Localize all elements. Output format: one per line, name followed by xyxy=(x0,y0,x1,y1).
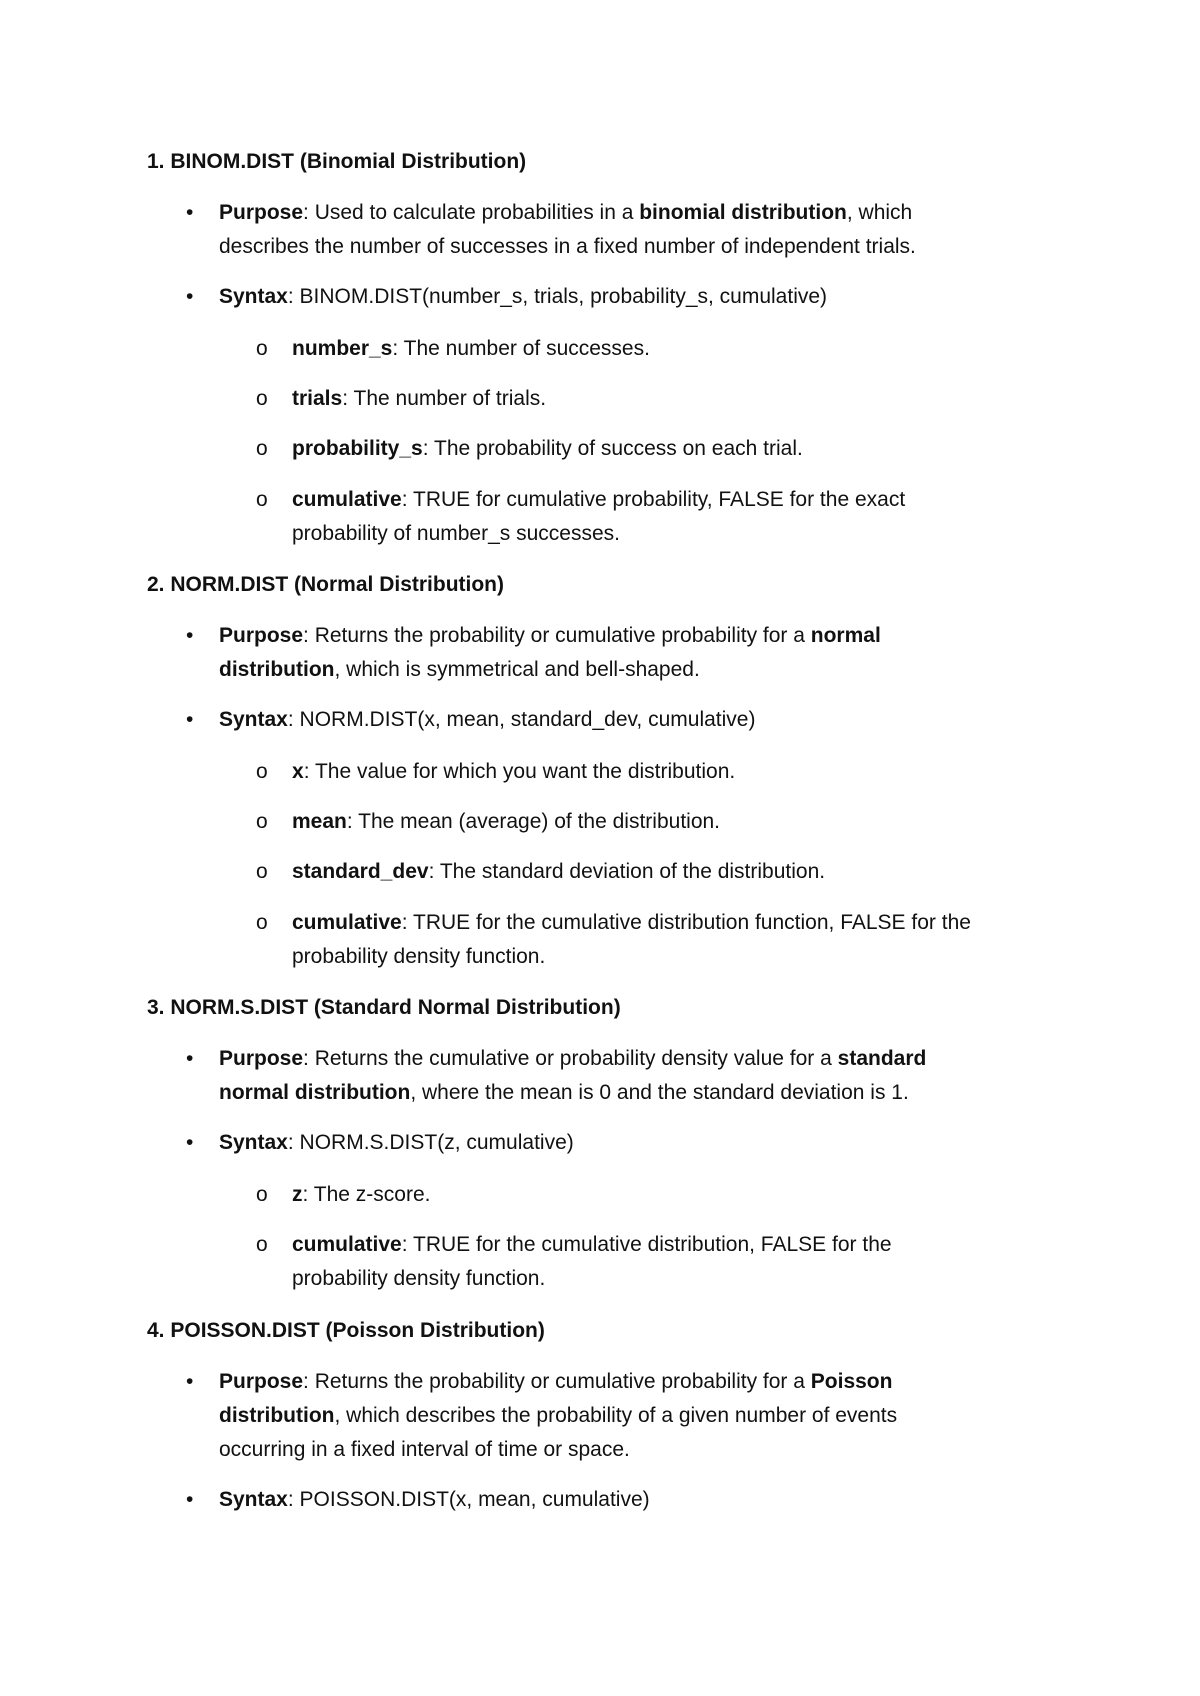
bold-term: Poisson xyxy=(810,1370,893,1393)
syntax-label: Syntax xyxy=(219,1131,288,1154)
syntax-label: Syntax xyxy=(219,285,288,308)
bold-term: binomial distribution xyxy=(639,201,847,224)
sub-bullet-icon: o xyxy=(256,1183,268,1206)
bullet-icon: • xyxy=(186,1047,194,1070)
bullet-icon: • xyxy=(186,1131,194,1154)
norm-param: x: The value for which you want the distribution. xyxy=(292,760,736,783)
syntax-label: Syntax xyxy=(219,708,288,731)
bold-term: distribution xyxy=(219,1404,335,1427)
binom-param: cumulative: TRUE for cumulative probability, FALSE for the exact xyxy=(292,488,906,511)
sub-bullet-icon: o xyxy=(256,1233,268,1256)
bold-term: standard xyxy=(837,1047,927,1070)
section-heading-poisson: 4. POISSON.DIST (Poisson Distribution) xyxy=(147,1319,545,1342)
bullet-icon: • xyxy=(186,708,194,731)
bullet-icon: • xyxy=(186,1370,194,1393)
sub-bullet-icon: o xyxy=(256,911,268,934)
sub-bullet-icon: o xyxy=(256,760,268,783)
norm-param-continuation: probability density function. xyxy=(292,945,546,968)
binom-param-continuation: probability of number_s successes. xyxy=(292,522,620,545)
norms-syntax: Syntax: NORM.S.DIST(z, cumulative) xyxy=(219,1131,574,1154)
bullet-icon: • xyxy=(186,624,194,647)
norms-param: z: The z-score. xyxy=(292,1183,431,1206)
binom-param: probability_s: The probability of success on each trial. xyxy=(292,437,803,460)
binom-param: number_s: The number of successes. xyxy=(292,337,650,360)
bold-term: normal xyxy=(810,624,881,647)
norms-param-continuation: probability density function. xyxy=(292,1267,546,1290)
sub-bullet-icon: o xyxy=(256,488,268,511)
section-heading-norms: 3. NORM.S.DIST (Standard Normal Distribution) xyxy=(147,996,621,1019)
purpose-label: Purpose xyxy=(219,1047,304,1070)
syntax-label: Syntax xyxy=(219,1488,288,1511)
norm-syntax: Syntax: NORM.DIST(x, mean, standard_dev, cumulative) xyxy=(219,708,756,731)
norm-purpose-line-1: Purpose: Returns the probability or cumulative probability for a normal xyxy=(219,624,881,647)
binom-syntax: Syntax: BINOM.DIST(number_s, trials, probability_s, cumulative) xyxy=(219,285,828,308)
sub-bullet-icon: o xyxy=(256,437,268,460)
poisson-purpose-line-3: occurring in a fixed interval of time or space. xyxy=(219,1438,630,1461)
sub-bullet-icon: o xyxy=(256,860,268,883)
purpose-label: Purpose xyxy=(219,201,304,224)
poisson-syntax: Syntax: POISSON.DIST(x, mean, cumulative) xyxy=(219,1488,650,1511)
bold-term: normal distribution xyxy=(219,1081,411,1104)
binom-param: trials: The number of trials. xyxy=(292,387,547,410)
norms-purpose-line-2: normal distribution, where the mean is 0 and the standard deviation is 1. xyxy=(219,1081,909,1104)
sub-bullet-icon: o xyxy=(256,810,268,833)
bold-term: distribution xyxy=(219,658,335,681)
purpose-label: Purpose xyxy=(219,624,304,647)
bullet-icon: • xyxy=(186,285,194,308)
norms-purpose-line-1: Purpose: Returns the cumulative or probability density value for a standard xyxy=(219,1047,927,1070)
norm-param: mean: The mean (average) of the distribution. xyxy=(292,810,721,833)
norm-param: standard_dev: The standard deviation of the distribution. xyxy=(292,860,826,883)
purpose-label: Purpose xyxy=(219,1370,304,1393)
poisson-purpose-line-1: Purpose: Returns the probability or cumulative probability for a Poisson xyxy=(219,1370,893,1393)
norm-param: cumulative: TRUE for the cumulative distribution function, FALSE for the xyxy=(292,911,971,934)
bullet-icon: • xyxy=(186,201,194,224)
bullet-icon: • xyxy=(186,1488,194,1511)
section-heading-norm: 2. NORM.DIST (Normal Distribution) xyxy=(147,573,504,596)
norm-purpose-line-2: distribution, which is symmetrical and bell-shaped. xyxy=(219,658,700,681)
sub-bullet-icon: o xyxy=(256,337,268,360)
sub-bullet-icon: o xyxy=(256,387,268,410)
binom-purpose-line-1: Purpose: Used to calculate probabilities in a binomial distribution, which xyxy=(219,201,913,224)
norms-param: cumulative: TRUE for the cumulative distribution, FALSE for the xyxy=(292,1233,892,1256)
section-heading-binom: 1. BINOM.DIST (Binomial Distribution) xyxy=(147,150,527,173)
poisson-purpose-line-2: distribution, which describes the probability of a given number of events xyxy=(219,1404,898,1427)
binom-purpose-line-2: describes the number of successes in a fixed number of independent trials. xyxy=(219,235,916,258)
